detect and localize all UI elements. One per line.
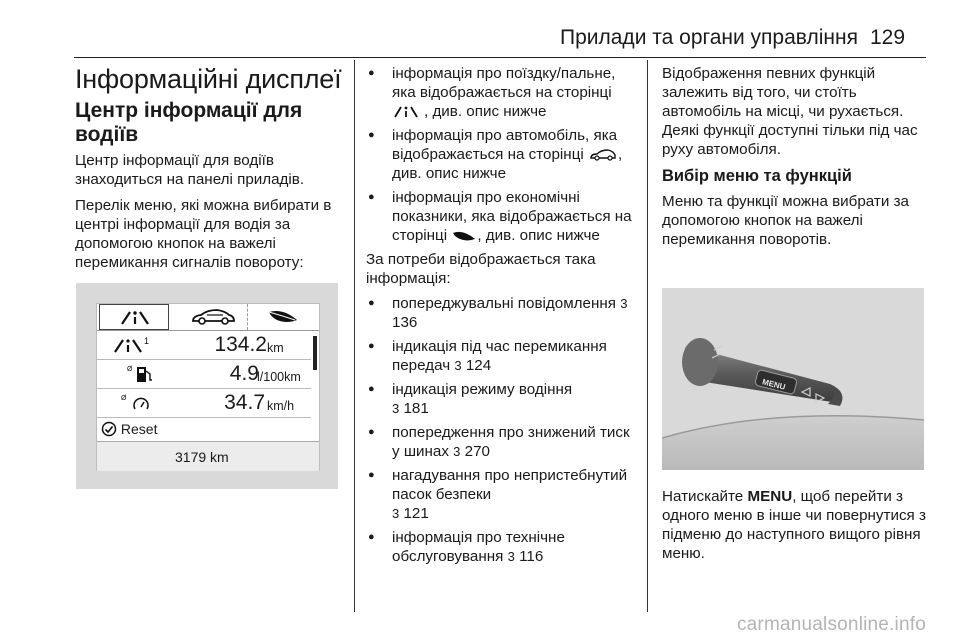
paragraph-menu-list: Перелік меню, які можна вибирати в центрі інформації для водія за допомогою кнопок на важелі перемикання сигналів повороту: <box>75 197 332 271</box>
subsection-heading-menu-selection: Вибір меню та функцій <box>662 167 852 185</box>
list-item-text: інформація про поїздку/пальне, яка відображається на сторінці <box>392 65 616 101</box>
column-divider-1 <box>354 60 355 612</box>
trip-info-icon <box>100 305 170 331</box>
list-item <box>366 294 638 332</box>
reset-option <box>101 421 157 437</box>
display-row-distance <box>97 331 311 360</box>
page-ref-icon: 3 <box>507 549 515 564</box>
list-item-text: інформація про технічне обслуговування <box>392 529 565 565</box>
list-item <box>366 126 638 183</box>
menu-text-pre: Натискайте <box>662 488 748 505</box>
average-speed-unit: km/h <box>267 399 295 413</box>
page-ref-icon: 3 <box>392 401 400 416</box>
menu-button-label: MENU <box>761 377 787 392</box>
page-ref: 121 <box>403 505 429 522</box>
page-ref-icon: 3 <box>453 444 461 459</box>
column-3-continued <box>662 487 927 570</box>
list-item <box>366 423 638 461</box>
svg-text:1: 1 <box>144 336 150 346</box>
fuel-consumption-unit: l/100km <box>257 370 301 384</box>
eco-info-icon <box>451 229 477 243</box>
list-item-text: індикація режиму водіння <box>392 381 573 398</box>
list-item-text-tail: , див. опис нижче <box>424 103 547 120</box>
fuel-consumption-value: 4.9 <box>229 362 259 385</box>
display-row-consumption <box>97 360 311 389</box>
reset-label: Reset <box>120 421 158 437</box>
menu-page-list <box>366 64 638 245</box>
page-ref: 270 <box>464 443 490 460</box>
trip-info-icon <box>392 105 424 119</box>
check-circle-icon <box>101 421 117 437</box>
list-item <box>366 337 638 375</box>
car-icon <box>177 304 247 330</box>
tab-trip-info <box>99 304 169 330</box>
trip-1-icon <box>111 335 155 355</box>
display-screen <box>96 303 320 471</box>
list-item <box>366 466 638 523</box>
trip-distance-value: 134.2 <box>214 333 267 356</box>
list-item <box>366 188 638 245</box>
page-ref-icon: 3 <box>620 296 628 311</box>
page-ref: 124 <box>465 357 492 374</box>
list-item <box>366 380 638 418</box>
page-ref-icon: 3 <box>392 506 400 521</box>
tab-vehicle-info <box>177 304 248 330</box>
lever-illustration <box>662 288 924 470</box>
page-ref: 181 <box>403 400 429 417</box>
turn-signal-lever-figure <box>662 288 924 470</box>
column-1 <box>75 64 347 279</box>
speed-gauge-icon <box>121 392 155 414</box>
column-divider-2 <box>647 60 648 612</box>
display-row-speed <box>97 389 311 418</box>
subsection-heading: Центр інформації для водіїв <box>75 99 303 146</box>
average-speed-value: 34.7 <box>224 391 265 414</box>
paragraph-location: Центр інформації для водіїв знаходиться на панелі приладів. <box>75 152 305 188</box>
menu-text-post: , щоб перейти з одного меню в інше чи повернутися з підменю до наступного вищого рівня меню. <box>662 488 926 562</box>
column-3 <box>662 64 927 256</box>
page-ref: 116 <box>519 548 544 565</box>
menu-text-bold: MENU <box>747 488 793 505</box>
trip-distance-unit: km <box>267 341 284 355</box>
list-item-text-tail: , див. опис нижче <box>392 146 623 182</box>
list-item-text: інформація про автомобіль, яка відображається на сторінці <box>392 127 618 163</box>
list-item-text-tail: , див. опис нижче <box>477 227 600 244</box>
display-tabs <box>97 304 319 331</box>
column-2 <box>366 64 638 571</box>
leaf-icon <box>247 304 317 330</box>
page-ref: 136 <box>392 314 418 331</box>
header-rule <box>74 57 926 58</box>
list-item-text: інформація про економічні показники, яка відображається на сторінці <box>392 189 632 244</box>
watermark: carmanualsonline.info <box>736 614 926 635</box>
page-number: 129 <box>870 26 906 49</box>
page-header-title: Прилади та органи управління <box>560 26 858 49</box>
vehicle-info-icon <box>588 148 618 162</box>
info-list <box>366 294 638 566</box>
paragraph-menu-button <box>662 487 927 563</box>
list-item <box>366 528 638 566</box>
driver-info-display-figure <box>76 283 338 489</box>
list-item-text: індикація під час перемикання передач <box>392 338 607 374</box>
svg-text:Ø: Ø <box>127 366 133 373</box>
list-item-text: нагадування про непристебнутий пасок безпеки <box>392 467 628 503</box>
paragraph-function-availability: Відображення певних функцій залежить від того, чи стоїть автомобіль на місці, чи рухається. Деякі функції доступні тільки під час руху автомобіля. <box>662 65 918 158</box>
section-heading: Інформаційні дисплеї <box>75 64 342 94</box>
odometer-strip <box>97 441 319 471</box>
list-item-text: попереджувальні повідомлення <box>392 295 616 312</box>
page-ref-icon: 3 <box>454 358 462 373</box>
list-item <box>366 64 638 121</box>
display-scrollbar <box>313 336 317 370</box>
tab-eco-info <box>247 304 317 330</box>
fuel-pump-icon <box>127 363 157 385</box>
paragraph-menu-selection: Меню та функції можна вибрати за допомогою кнопок на важелі перемикання поворотів. <box>662 193 909 248</box>
list-item-text: попередження про знижений тиск у шинах <box>392 424 630 460</box>
svg-text:Ø: Ø <box>121 395 127 402</box>
paragraph-additional-info: За потреби відображається така інформація: <box>366 251 596 287</box>
odometer-value: 3179 km <box>175 449 229 465</box>
